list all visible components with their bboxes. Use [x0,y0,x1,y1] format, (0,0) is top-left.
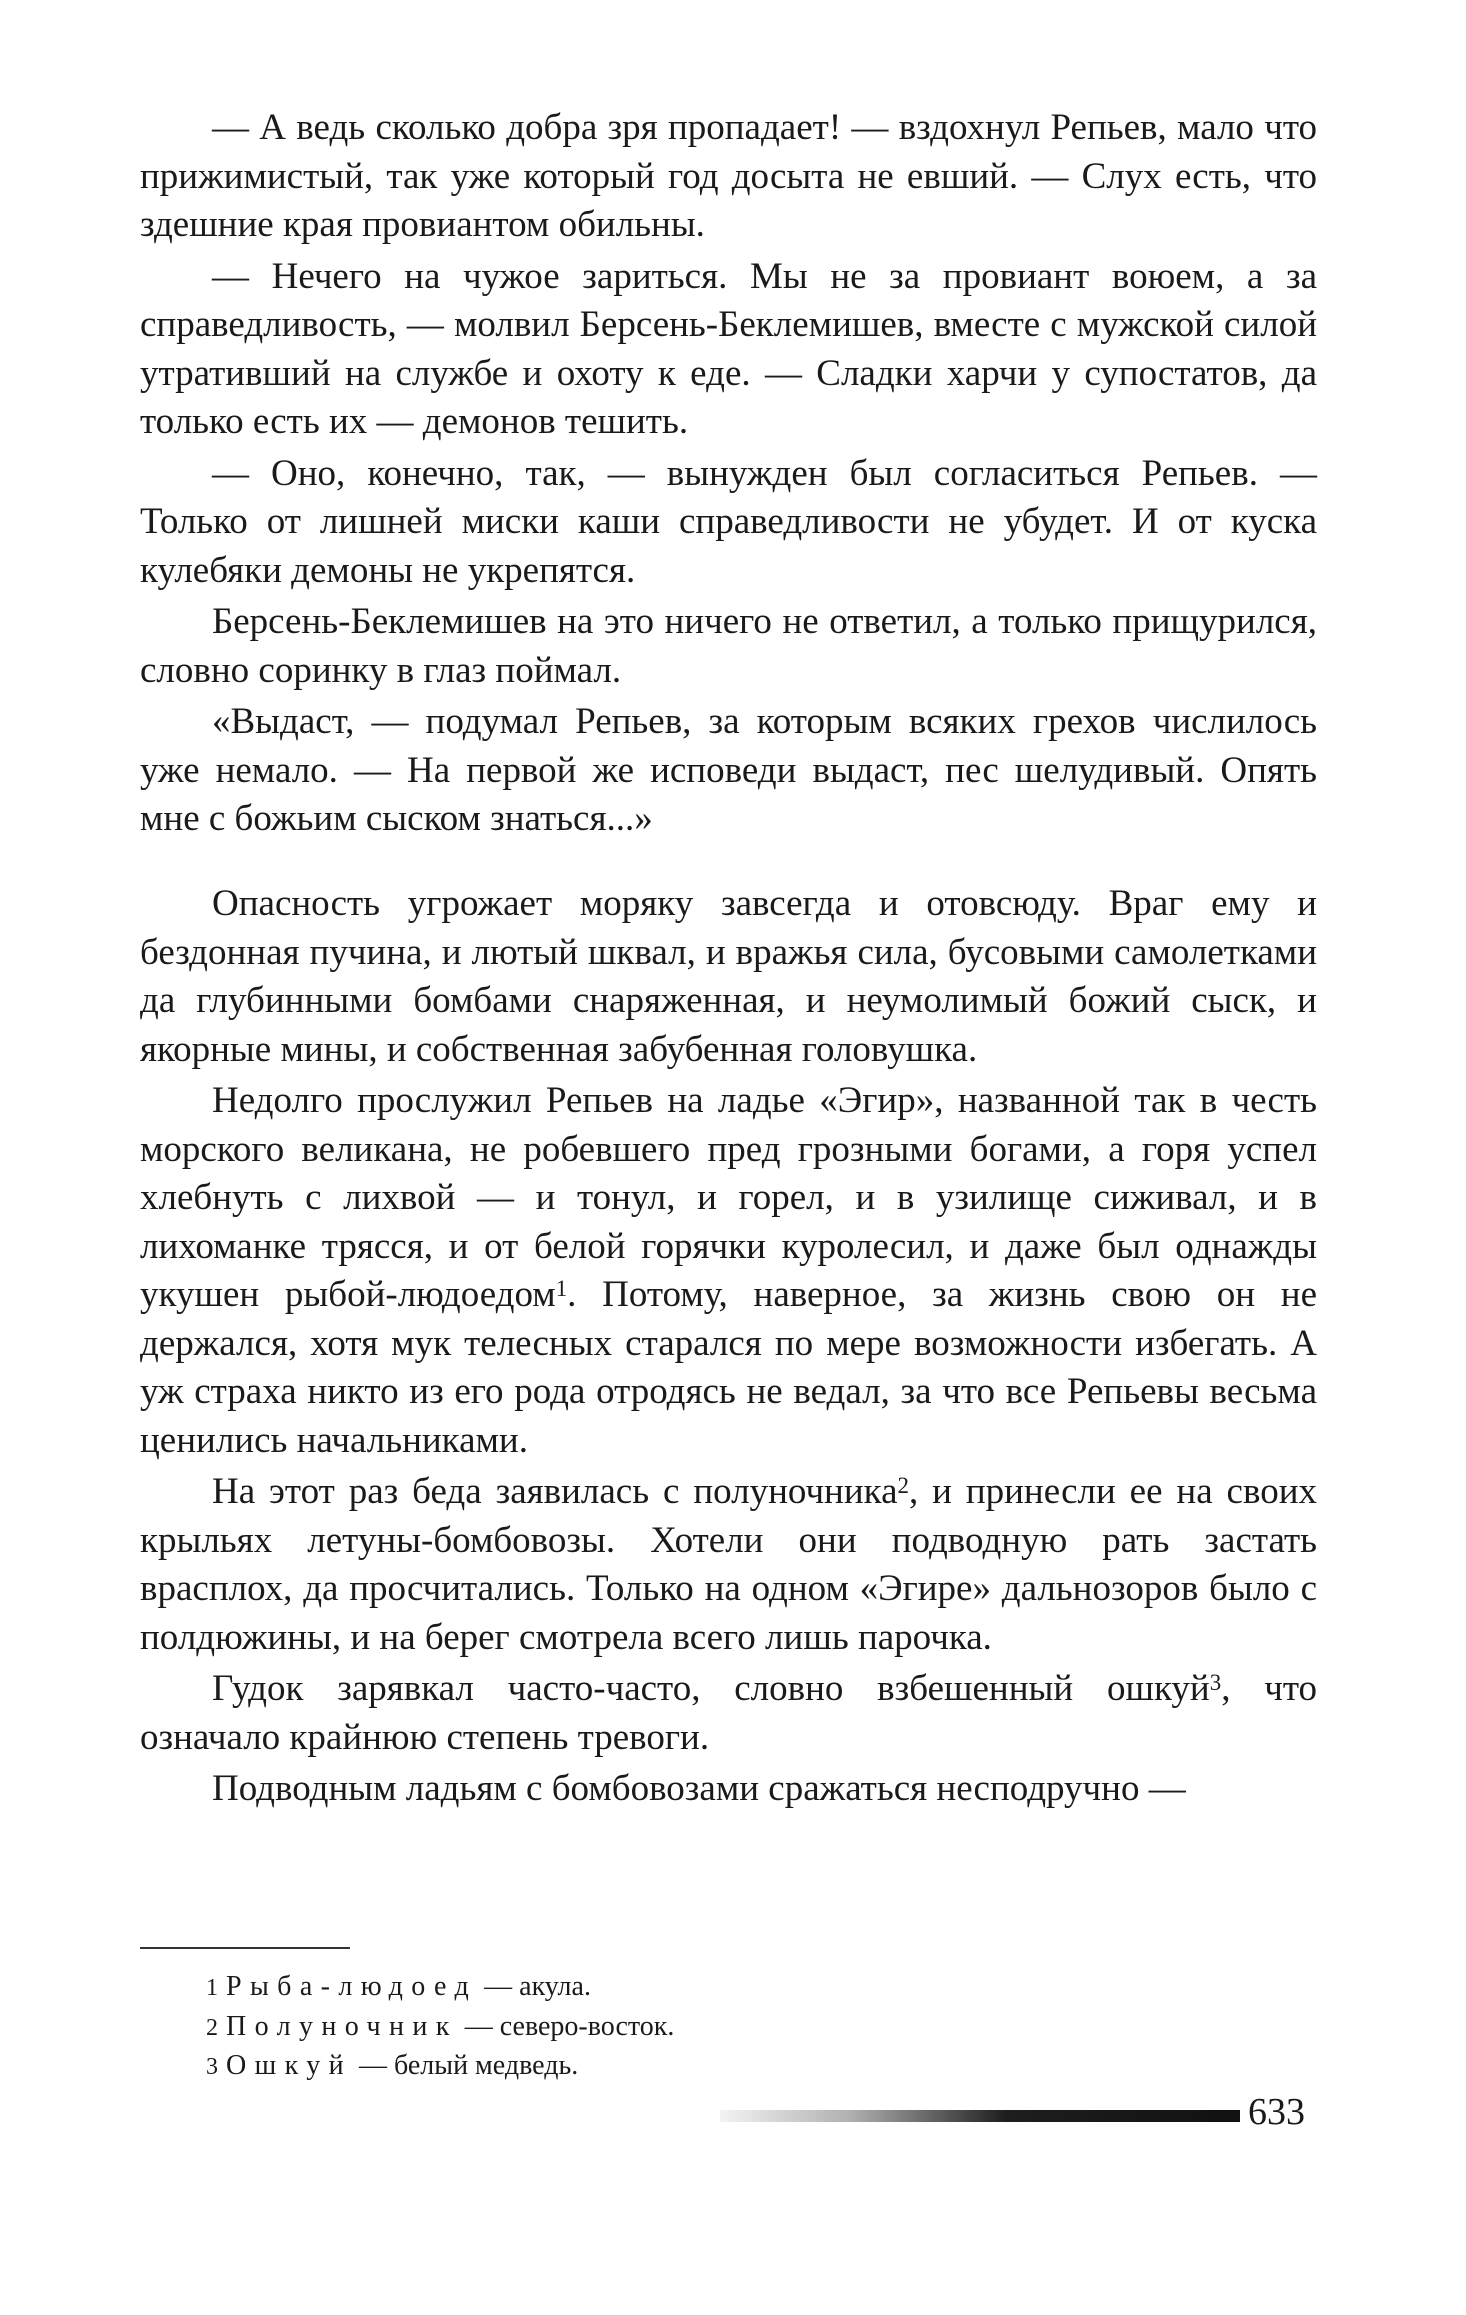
footnote-mark[interactable]: 2 [897,1472,909,1498]
paragraph-text: . Потому, наверное, за жизнь свою он не держался, хотя мук телесных старался по мере возможности избегать. А уж страха никто из его рода отродясь не ведал, за что все Репьевы весьма ценились начальниками. [140,1274,1317,1461]
footnote-divider [140,1947,350,1949]
page-number: 633 [1248,2091,1305,2133]
paragraph: — Оно, конечно, так, — вынужден был согласиться Репьев. — Только от лишней миски каши справедливости не убудет. И от куска кулебяки демоны не укрепятся. [140,452,1317,591]
paragraph: — Нечего на чужое зариться. Мы не за провиант воюем, а за справедливость, — молвил Берсень-Беклемишев, вместе с мужской силой утративший на службе и охоту к еде. — Сладки харчи у супостатов, да только есть их — демонов тешить. [140,255,1317,442]
paragraph: «Выдаст, — подумал Репьев, за которым всяких грехов числилось уже немало. — На первой же исповеди выдаст, пес шелудивый. Опять мне с божьим сыском знаться...» [140,701,1317,839]
paragraph-with-footnote-2 [140,1468,1317,1662]
footnote-number: 2 [206,2014,218,2041]
text-section-dialogue [140,104,1317,847]
paragraph-text: Недолго прослужил Репьев на ладье «Эгир», названной так в честь морского великана, не робевшего пред грозными богами, а горя успел хлебнуть с лихвой — и тонул, и горел, и в узилище сиживал, и в лихоманке трясся, и от белой горячки куролесил, и даже был однажды укушен рыбой-людоедом [140,1080,1317,1315]
paragraph: Подводным ладьям с бомбовозами сражаться несподручно — [212,1768,1186,1809]
paragraph: — А ведь сколько добра зря пропадает! — вздохнул Репьев, мало что прижимистый, так уже который год досыта не евший. — Слух есть, что здешние края провиантом обильны. [140,107,1317,245]
footnote-definition: — северо-восток. [457,2010,675,2042]
footnote-term: Рыба-людоед [226,1971,478,2002]
paragraph-text: На этот раз беда заявилась с полуночника [212,1471,898,1512]
footnote-number: 3 [206,2054,218,2080]
footnote-term: Ошкуй [226,2050,352,2081]
footnotes [206,1968,1206,2087]
text-section-narrative [140,880,1317,1817]
footnote-term: Полуночник [226,2010,458,2042]
paragraph-with-footnote-1 [140,1077,1317,1465]
paragraph: Опасность угрожает моряку завсегда и отовсюду. Враг ему и бездонная пучина, и лютый шквал, и вражья сила, бусовыми самолетками да глубинными бомбами снаряженная, и неумолимый божий сыск, и якорные мины, и собственная забубенная головушка. [140,883,1317,1070]
paragraph-text: , что означало крайнюю степень тревоги. [140,1668,1317,1758]
footnote-number: 1 [206,1975,218,2001]
footnote-mark[interactable]: 3 [1209,1669,1222,1695]
footnote-item [206,1968,1206,2008]
page-number-rule [720,2110,1240,2122]
paragraph-with-footnote-3 [140,1665,1317,1762]
footnote-item [206,2008,1206,2048]
footnote-definition: — белый медведь. [351,2050,579,2081]
paragraph-text: , и принесли ее на своих крыльях летуны-бомбовозы. Хотели они подводную рать застать врасплох, да просчитались. Только на одном «Эгире» дальнозоров было с полдюжины, и на берег смотрела всего лишь парочка. [140,1471,1317,1658]
paragraph: Берсень-Беклемишев на это ничего не ответил, а только прищурился, словно соринку в глаз поймал. [140,601,1317,691]
footnote-mark[interactable]: 1 [555,1275,568,1301]
footnote-definition: — акула. [477,1971,591,2002]
footnote-item [206,2047,1206,2087]
paragraph-text: Гудок зарявкал часто-часто, словно взбешенный ошкуй [212,1668,1210,1709]
